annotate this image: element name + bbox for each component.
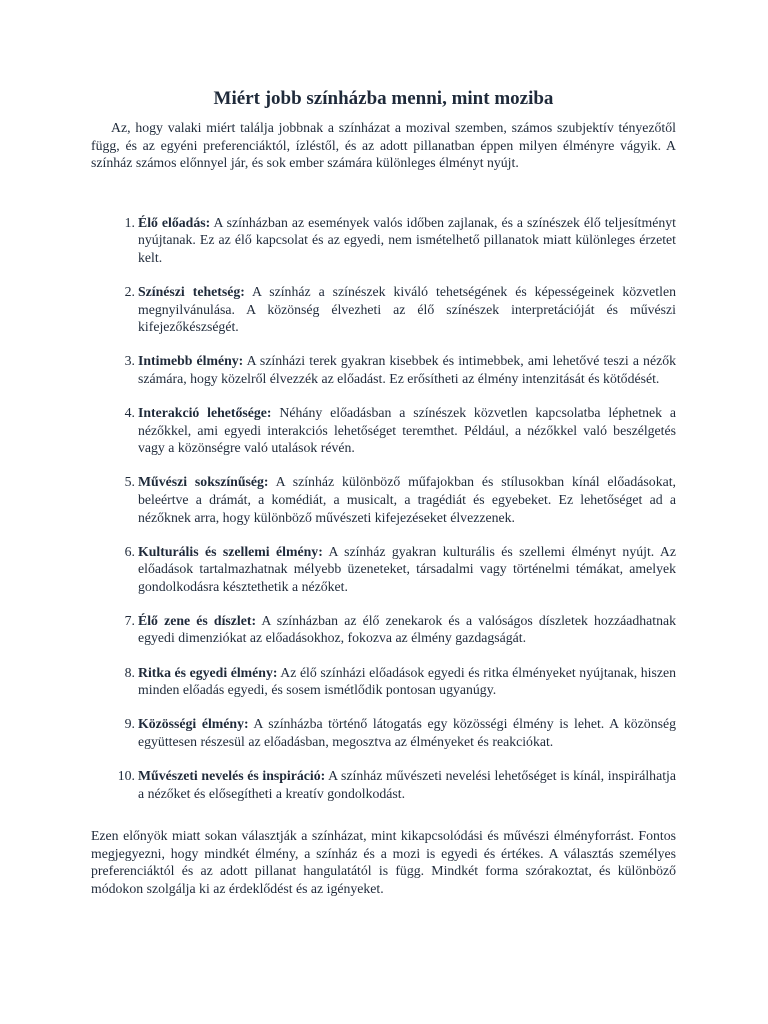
list-item-number: 10. — [117, 767, 135, 783]
document-page — [91, 86, 676, 898]
list-item-title: Művészi sokszínűség: — [138, 474, 269, 490]
list-item-number: 8. — [124, 664, 135, 680]
list-item-title: Kulturális és szellemi élmény: — [138, 543, 323, 559]
document-title: Miért jobb színházba menni, mint moziba — [213, 88, 554, 109]
reasons-list — [91, 214, 676, 802]
list-item-title: Élő zene és díszlet: — [138, 612, 257, 628]
list-item — [91, 612, 676, 647]
list-item-number: 5. — [124, 474, 135, 490]
list-item — [91, 664, 676, 699]
list-item-text: Az élő színházi előadások egyedi és ritka élményeket nyújtanak, hiszen minden előadás egyedi, és sosem ismétlődik pontosan ugyanúgy. — [138, 664, 676, 698]
list-item — [91, 767, 676, 802]
list-item — [91, 352, 676, 387]
intro-paragraph: Az, hogy valaki miért találja jobbnak a színházat a mozival szemben, számos szubjektív tényezőtől függ, és az egyéni preferenciáktól, ízléstől, és az adott pillanatban éppen milyen élményre vágyik. A színház számos előnnyel jár, és sok ember számára különleges élményt nyújt. — [91, 120, 676, 171]
conclusion-paragraph: Ezen előnyök miatt sokan választják a színházat, mint kikapcsolódási és művészi élményforrást. Fontos megjegyezni, hogy mindkét élmény, a színház és a mozi is egyedi és értékes. A választás személyes preferenciáktól és az adott pillanat hangulatától is függ. Mindkét forma szórakoztat, és különböző módokon szolgálja ki az érdeklődést és az igényeket. — [91, 828, 676, 896]
list-item — [91, 543, 676, 596]
list-item-number: 2. — [124, 284, 135, 300]
list-item — [91, 404, 676, 457]
list-item-title: Művészeti nevelés és inspiráció: — [138, 767, 326, 783]
list-item-number: 7. — [124, 612, 135, 628]
list-item-text: Néhány előadásban a színészek közvetlen kapcsolatba léphetnek a nézőkkel, ami egyedi interakciós lehetőséget teremthet. Például, a nézőkkel való beszélgetés vagy a közönségre való utalások révén. — [138, 405, 676, 456]
list-item-title: Intimebb élmény: — [138, 353, 244, 369]
list-item-text: A színházi terek gyakran kisebbek és intimebbek, ami lehetővé teszi a nézők számára, hogy közelről élvezzék az előadást. Ez erősítheti az élmény intenzitását és kötődését. — [138, 353, 677, 386]
list-item-title: Közösségi élmény: — [138, 716, 249, 732]
list-item-text: A színház a színészek kiváló tehetségének és képességeinek közvetlen megnyilvánulása. A közönség élvezheti az élő színészek interpretációját és művészi kifejezőkészségét. — [138, 284, 676, 335]
list-item-text: A színházba történő látogatás egy közösségi élmény is lehet. A közönség együttesen részesül az előadásban, megosztva az élményeket és reakciókat. — [138, 716, 676, 749]
list-item-number: 6. — [124, 543, 135, 559]
list-item-number: 3. — [124, 353, 135, 369]
list-item-text: A színházban az élő zenekarok és a valóságos díszletek hozzáadhatnak egyedi dimenziókat az előadásokhoz, fokozva az élmény gazdagságát. — [138, 612, 677, 646]
list-item-text: A színház művészeti nevelési lehetőséget is kínál, inspirálhatja a nézőket és elősegítheti a kreatív gondolkodást. — [138, 767, 676, 801]
list-item — [91, 283, 676, 336]
list-item-number: 4. — [124, 405, 135, 421]
list-item-number: 1. — [124, 214, 135, 230]
list-item-text: A színház gyakran kulturális és szellemi élményt nyújt. Az előadások tartalmazhatnak mélyebb üzeneteket, társadalmi vagy történelmi témákat, amelyek gondolkodásra késztethetik a nézőket. — [138, 543, 676, 594]
list-item-text: A színházban az események valós időben zajlanak, és a színészek élő teljesítményt nyújtanak. Ez az élő kapcsolat és az egyedi, nem ismételhető pillanatok miatt különleges érzetet kelt. — [138, 214, 676, 265]
list-item — [91, 214, 676, 267]
list-item-title: Interakció lehetősége: — [138, 405, 272, 421]
list-item-title: Élő előadás: — [138, 214, 211, 230]
list-item-title: Színészi tehetség: — [138, 284, 245, 300]
list-item — [91, 715, 676, 750]
list-item-title: Ritka és egyedi élmény: — [138, 664, 278, 680]
list-item-number: 9. — [124, 716, 135, 732]
list-item-text: A színház különböző műfajokban és stílusokban kínál előadásokat, beleértve a drámát, a komédiát, a musicalt, a tragédiát és egyebeket. Ez lehetőséget ad a nézőknek arra, hogy különböző művészeti kifejezéseket élvezzenek. — [138, 474, 677, 525]
list-item — [91, 473, 676, 526]
